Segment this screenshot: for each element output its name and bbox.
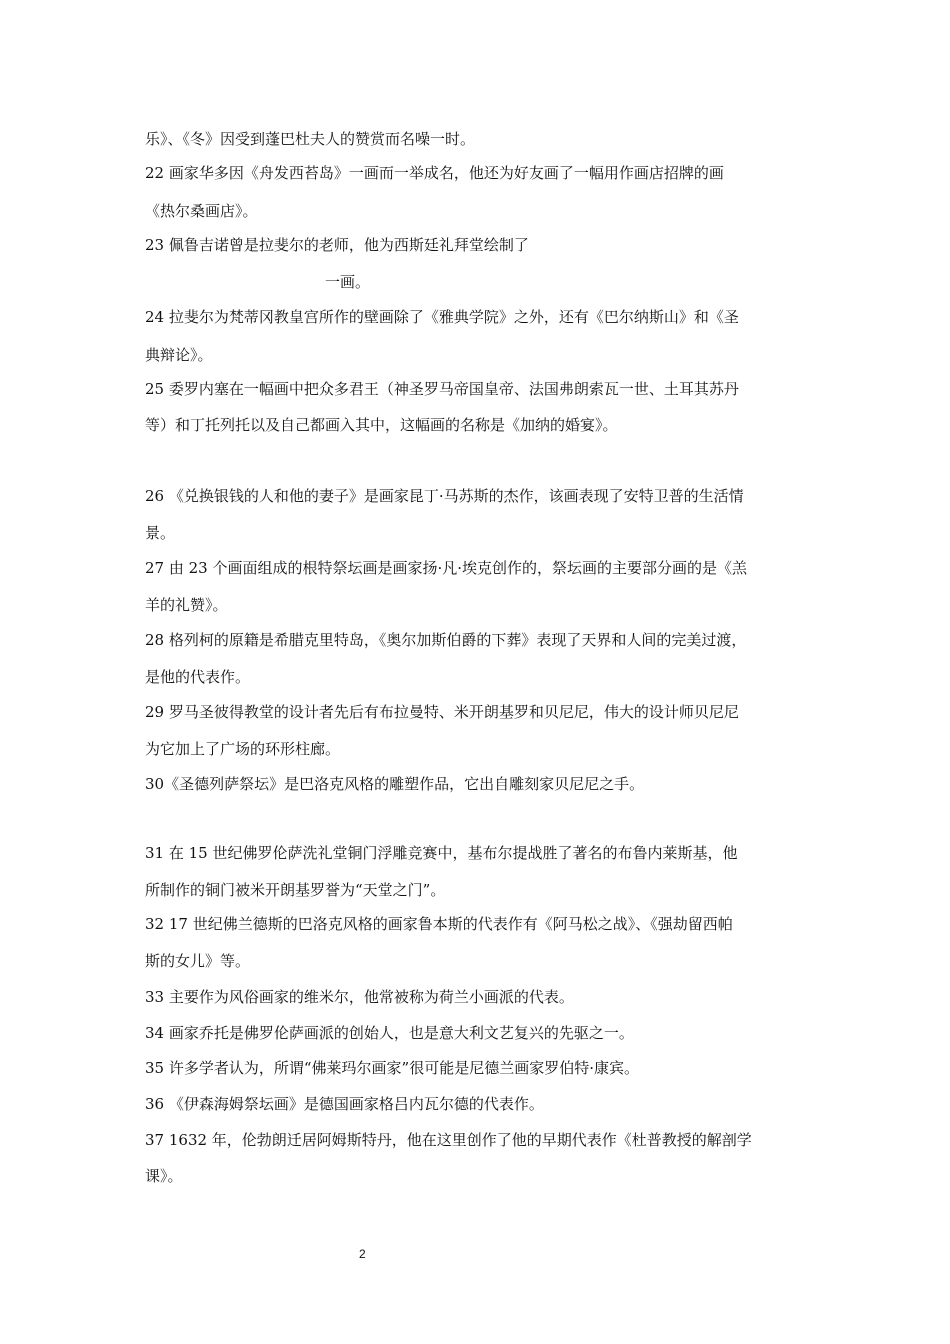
text-line: 景。 [145, 524, 176, 542]
text-line: 28 格列柯的原籍是希腊克里特岛，《奥尔加斯伯爵的下葬》表现了天界和人间的完美过渡， [145, 631, 747, 649]
text-line: 33 主要作为风俗画家的维米尔，他常被称为荷兰小画派的代表。 [145, 988, 574, 1006]
text-line: 23 佩鲁吉诺曾是拉斐尔的老师，他为西斯廷礼拜堂绘制了 [145, 236, 529, 254]
text-line: 羊的礼赞》。 [145, 596, 228, 614]
text-line: 等）和丁托列托以及自己都画入其中，这幅画的名称是《加纳的婚宴》。 [145, 416, 618, 434]
text-line: 29 罗马圣彼得教堂的设计者先后有布拉曼特、米开朗基罗和贝尼尼，伟大的设计师贝尼尼 [145, 703, 739, 721]
text-line: 《热尔桑画店》。 [145, 202, 258, 220]
text-line: 25 委罗内塞在一幅画中把众多君王（神圣罗马帝国皇帝、法国弗朗索瓦一世、土耳其苏丹 [145, 380, 739, 398]
text-line: 一画。 [325, 273, 371, 291]
text-line: 典辩论》。 [145, 346, 213, 364]
text-line: 37 1632 年，伦勃朗迁居阿姆斯特丹，他在这里创作了他的早期代表作《杜普教授的解剖学 [145, 1131, 752, 1149]
text-line: 为它加上了广场的环形柱廊。 [145, 740, 341, 758]
text-line: 32 17 世纪佛兰德斯的巴洛克风格的画家鲁本斯的代表作有《阿马松之战》、《强劫留西帕 [145, 915, 733, 933]
text-line: 36 《伊森海姆祭坛画》是德国画家格吕内瓦尔德的代表作。 [145, 1095, 544, 1113]
text-line: 30《圣德列萨祭坛》是巴洛克风格的雕塑作品，它出自雕刻家贝尼尼之手。 [145, 775, 645, 793]
text-line: 34 画家乔托是佛罗伦萨画派的创始人，也是意大利文艺复兴的先驱之一。 [145, 1024, 634, 1042]
text-line: 27 由 23 个画面组成的根特祭坛画是画家扬·凡·埃克创作的，祭坛画的主要部分画的是《羔 [145, 559, 748, 577]
text-line: 26 《兑换银钱的人和他的妻子》是画家昆丁·马苏斯的杰作，该画表现了安特卫普的生活情 [145, 487, 744, 505]
text-line: 24 拉斐尔为梵蒂冈教皇宫所作的壁画除了《雅典学院》之外，还有《巴尔纳斯山》和《圣 [145, 308, 739, 326]
text-line: 斯的女儿》等。 [145, 952, 251, 970]
page-number: 2 [359, 1247, 366, 1261]
text-line: 22 画家华多因《舟发西苔岛》一画而一举成名，他还为好友画了一幅用作画店招牌的画 [145, 164, 724, 182]
text-line: 所制作的铜门被米开朗基罗誉为“天堂之门”。 [145, 881, 446, 899]
text-line: 乐》、《冬》因受到蓬巴杜夫人的赞赏而名噪一时。 [145, 130, 476, 148]
text-line: 31 在 15 世纪佛罗伦萨洗礼堂铜门浮雕竞赛中，基布尔提战胜了著名的布鲁内莱斯基，他 [145, 844, 738, 862]
text-line: 课》。 [145, 1167, 183, 1185]
text-line: 35 许多学者认为，所谓“佛莱玛尔画家”很可能是尼德兰画家罗伯特·康宾。 [145, 1059, 639, 1077]
text-line: 是他的代表作。 [145, 668, 251, 686]
